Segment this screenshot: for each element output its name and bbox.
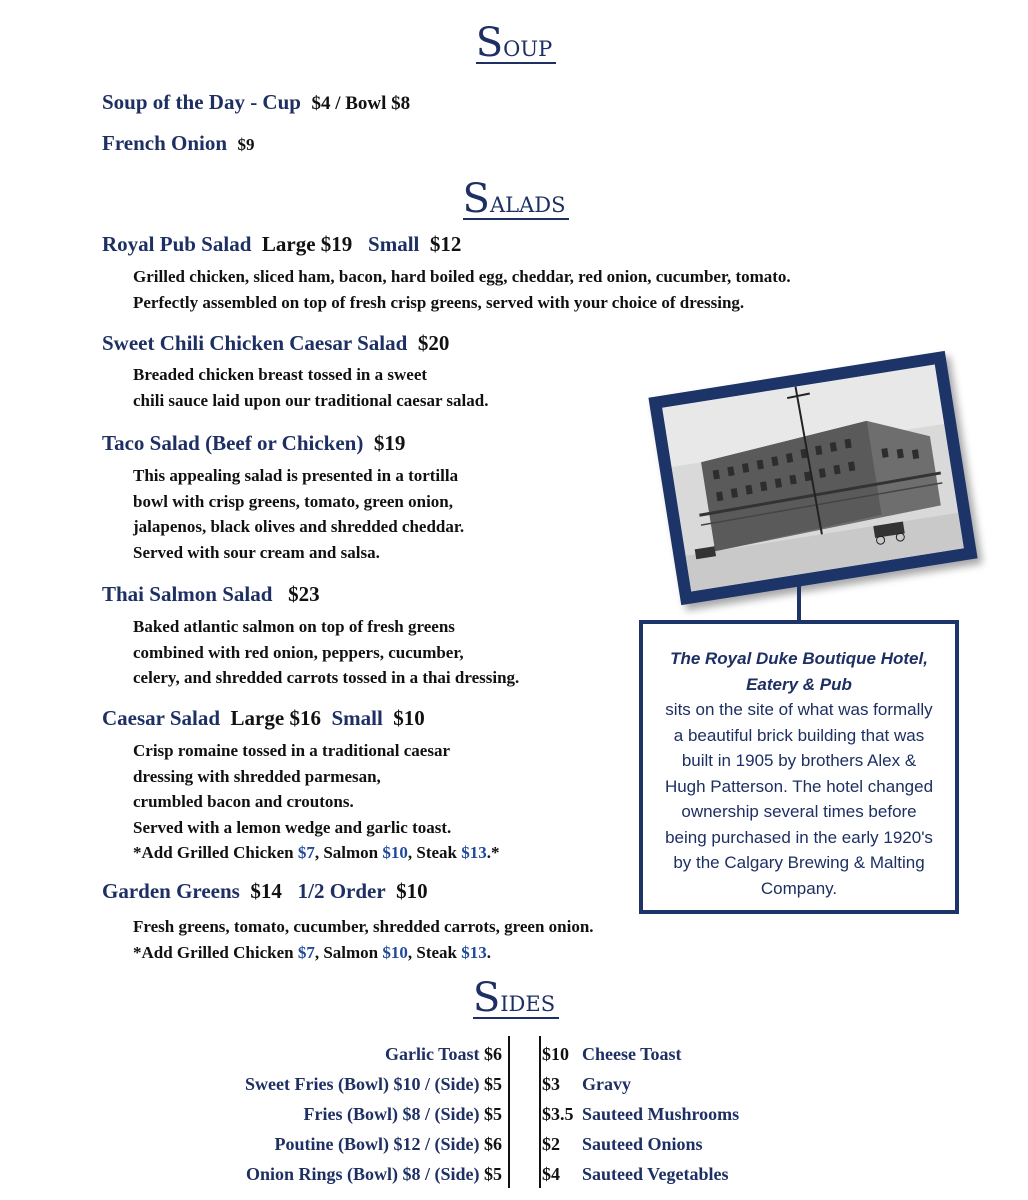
caesar-addon: *Add Grilled Chicken $7, Salmon $10, Steak $13.*: [133, 843, 500, 862]
sides-divider-right: [539, 1036, 541, 1188]
side-item: $3.5 Sauteed Mushrooms: [542, 1104, 740, 1124]
thai-desc: Baked atlantic salmon on top of fresh greens combined with red onion, peppers, cucumber, celery, and shredded carrots tossed in a thai dressing.: [133, 617, 520, 687]
sweet-chili-salad: Sweet Chili Chicken Caesar Salad $20: [102, 331, 450, 355]
hotel-history-box: [639, 620, 959, 914]
soup-heading: Soup: [0, 20, 1028, 66]
sides-divider-left: [508, 1036, 510, 1188]
side-item: Poutine (Bowl) $12 / (Side) $6: [274, 1134, 502, 1154]
side-item: $4 Sauteed Vegetables: [542, 1164, 729, 1184]
salads-heading: Salads: [0, 176, 1028, 222]
royal-pub-desc: Grilled chicken, sliced ham, bacon, hard boiled egg, cheddar, red onion, cucumber, tomato. Perfectly assembled on top of fresh crisp greens, served with your choice of dressing.: [133, 267, 791, 312]
side-item: Garlic Toast $6: [384, 1044, 502, 1064]
side-item: $2 Sauteed Onions: [542, 1134, 703, 1154]
hotel-building-image: [662, 365, 964, 592]
soup-of-the-day: Soup of the Day - Cup $4 / Bowl $8: [102, 90, 411, 114]
taco-desc: This appealing salad is presented in a tortilla bowl with crisp greens, tomato, green onion, jalapenos, black olives and shredded cheddar. Served with sour cream and salsa.: [133, 466, 465, 562]
garden-addon: *Add Grilled Chicken $7, Salmon $10, Steak $13.: [133, 942, 492, 962]
garden-desc: Fresh greens, tomato, cucumber, shredded carrots, green onion. *Add Grilled Chicken $7, Salmon $10, Steak $13.: [133, 914, 594, 965]
sweet-chili-desc: Breaded chicken breast tossed in a sweet chili sauce laid upon our traditional caesar salad.: [133, 365, 489, 410]
side-item: Onion Rings (Bowl) $8 / (Side) $5: [245, 1164, 502, 1184]
taco-salad: Taco Salad (Beef or Chicken) $19: [102, 431, 406, 455]
history-body: sits on the site of what was formally a beautiful brick building that was built in 1905 by brothers Alex & Hugh Patterson. The hotel changed ownership several times before being purchased in the early 1920's by the Calgary Brewing & Malting Company.: [664, 700, 934, 898]
caesar-desc: Crisp romaine tossed in a traditional caesar dressing with shredded parmesan, crumbled bacon and croutons. Served with a lemon wedge and garlic toast. *Add Grilled Chicken $7, Salmon $10, Steak $13.*: [133, 738, 500, 866]
history-title: The Royal Duke Boutique Hotel, Eatery & Pub: [670, 649, 928, 694]
garden-greens: Garden Greens $14 1/2 Order $10: [102, 879, 428, 903]
side-item: Sweet Fries (Bowl) $10 / (Side) $5: [245, 1074, 502, 1094]
historic-hotel-photo: [648, 351, 977, 605]
photo-connector: [797, 585, 801, 621]
royal-pub-salad: Royal Pub Salad Large $19 Small $12: [102, 232, 462, 256]
caesar-salad: Caesar Salad Large $16 Small $10: [102, 706, 425, 730]
sides-right-list: [542, 1039, 739, 1189]
thai-salmon-salad: Thai Salmon Salad $23: [102, 582, 320, 606]
sides-heading: Sides: [0, 975, 1028, 1021]
side-item: $10 Cheese Toast: [542, 1044, 682, 1064]
side-item: $3 Gravy: [542, 1074, 631, 1094]
sides-left-list: [245, 1039, 502, 1189]
side-item: Fries (Bowl) $8 / (Side) $5: [303, 1104, 502, 1124]
french-onion: French Onion $9: [102, 131, 255, 155]
